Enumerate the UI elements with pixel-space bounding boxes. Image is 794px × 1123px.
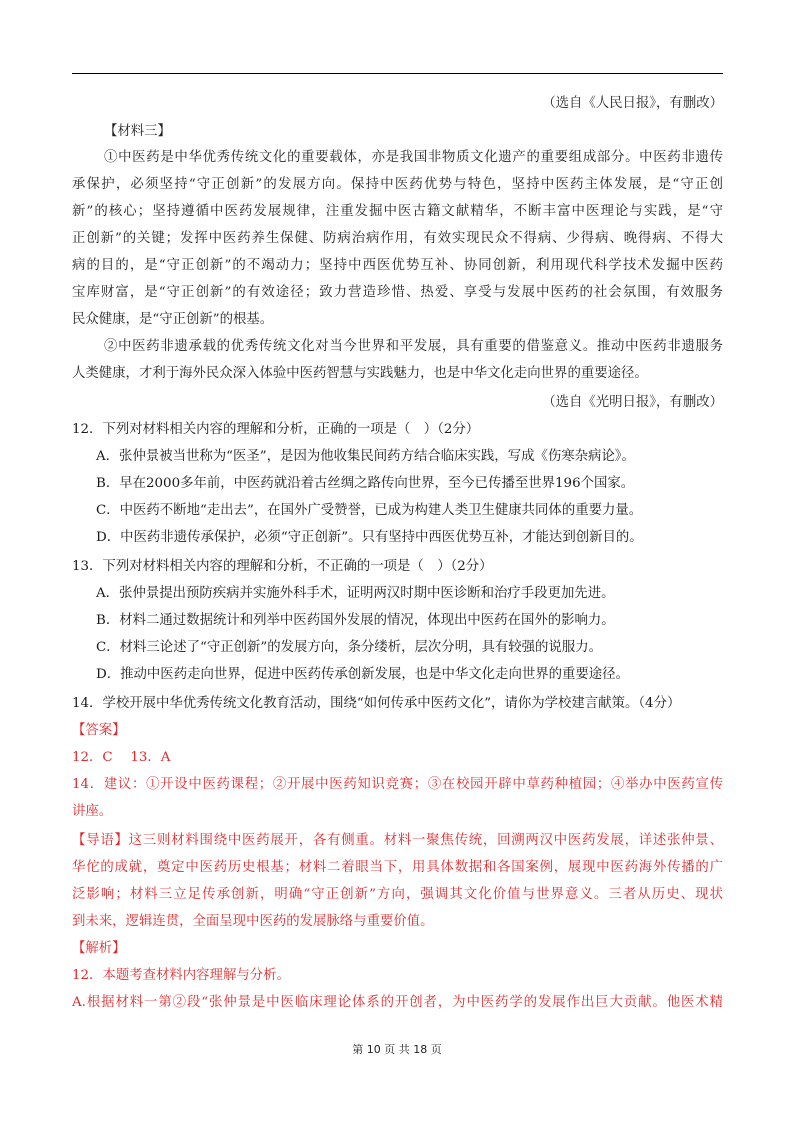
analysis-heading: 【解析】 xyxy=(72,941,126,956)
question-13-option-b: B．材料二通过数据统计和列举中医药国外发展的情况，体现出中医药在国外的影响力。 xyxy=(96,613,615,628)
header-rule xyxy=(72,73,723,74)
paragraph-line: 宝库财富，是“守正创新”的有效途径；致力营造珍惜、热爱、享受与发展中医药的社会氛围，有效服务 xyxy=(72,285,723,300)
question-12-option-b: B．早在2000多年前，中医药就沿着古丝绸之路传向世界，至今已传播至世界196个国家。 xyxy=(96,476,635,491)
question-12-option-c: C．中医药不断地“走出去”，在国外广受赞誉，已成为构建人类卫生健康共同体的重要力量。 xyxy=(96,503,643,518)
question-13-option-d: D．推动中医药走向世界，促进中医药传承创新发展，也是中华文化走向世界的重要途径。 xyxy=(96,667,629,682)
paragraph-line: ②中医药非遗承载的优秀传统文化对当今世界和平发展，具有重要的借鉴意义。推动中医药非遗服务 xyxy=(104,339,723,354)
question-12-option-d: D．中医药非遗传承保护，必须“守正创新”。只有坚持中西医优势互补，才能达到创新目的。 xyxy=(96,530,643,545)
answer-14-line: 讲座。 xyxy=(72,804,113,819)
material-three-heading: 【材料三】 xyxy=(104,124,171,139)
paragraph-line: ①中医药是中华优秀传统文化的重要载体，亦是我国非物质文化遗产的重要组成部分。中医药非遗传 xyxy=(104,150,723,165)
question-12-stem: 12．下列对材料相关内容的理解和分析，正确的一项是（ ）（2分） xyxy=(72,422,480,437)
paragraph-line: 民众健康，是“守正创新”的根基。 xyxy=(72,312,274,327)
page-number: 第 10 页 共 18 页 xyxy=(352,1043,442,1056)
source-line: （选自《人民日报》，有删改） xyxy=(542,96,723,111)
paragraph-line: 承保护，必须坚持“守正创新”的发展方向。保持中医药优势与特色，坚持中医药主体发展，是“守正创 xyxy=(72,177,723,192)
answer-multiple-choice: 12．C 13．A xyxy=(72,750,171,765)
answer-14-line: 14．建议：①开设中医药课程；②开展中医药知识竞赛；③在校园开辟中草药种植园；④举办中医药宣传 xyxy=(72,777,723,792)
question-12-option-a: A．张仲景被当世称为“医圣”，是因为他收集民间药方结合临床实践，写成《伤寒杂病论》。 xyxy=(96,449,635,464)
paragraph-line: 新”的核心；坚持遵循中医药发展规律，注重发掘中医古籍文献精华，不断丰富中医理论与实践，是“守 xyxy=(72,204,723,219)
analysis-option-a: A.根据材料一第②段“张仲景是中医临床理论体系的开创者，为中医药学的发展作出巨大贡献。他医术精 xyxy=(72,995,723,1010)
question-13-stem: 13．下列对材料相关内容的理解和分析，不正确的一项是（ ）（2分） xyxy=(72,559,493,574)
question-14-stem: 14．学校开展中华优秀传统文化教育活动，围绕“如何传承中医药文化”，请你为学校建言献策。（4分） xyxy=(72,696,681,711)
source-line: （选自《光明日报》，有删改） xyxy=(542,395,723,410)
answer-heading: 【答案】 xyxy=(72,723,126,738)
guide-line: 【导语】这三则材料围绕中医药展开，各有侧重。材料一聚焦传统，回溯两汉中医药发展，详述张仲景、 xyxy=(72,833,723,848)
guide-line: 泛影响；材料三立足传承创新，明确“守正创新”方向，强调其文化价值与世界意义。三者从历史、现状 xyxy=(72,887,723,902)
paragraph-line: 正创新”的关键；发挥中医药养生保健、防病治病作用，有效实现民众不得病、少得病、晚得病、不得大 xyxy=(72,231,723,246)
paragraph-line: 病的目的，是“守正创新”的不竭动力；坚持中西医优势互补、协同创新，利用现代科学技术发掘中医药 xyxy=(72,258,723,273)
guide-line: 到未来，逻辑连贯，全面呈现中医药的发展脉络与重要价值。 xyxy=(72,914,434,929)
paragraph-line: 人类健康，才利于海外民众深入体验中医药智慧与实践魅力，也是中华文化走向世界的重要途径。 xyxy=(72,366,648,381)
analysis-intro: 12．本题考查材料内容理解与分析。 xyxy=(72,968,290,983)
guide-line: 华佗的成就，奠定中医药历史根基；材料二着眼当下，用具体数据和各国案例，展现中医药海外传播的广 xyxy=(72,860,723,875)
question-13-option-a: A．张仲景提出预防疾病并实施外科手术，证明两汉时期中医诊断和治疗手段更加先进。 xyxy=(96,586,615,601)
question-13-option-c: C．材料三论述了“守正创新”的发展方向，条分缕析，层次分明，具有较强的说服力。 xyxy=(96,640,602,655)
